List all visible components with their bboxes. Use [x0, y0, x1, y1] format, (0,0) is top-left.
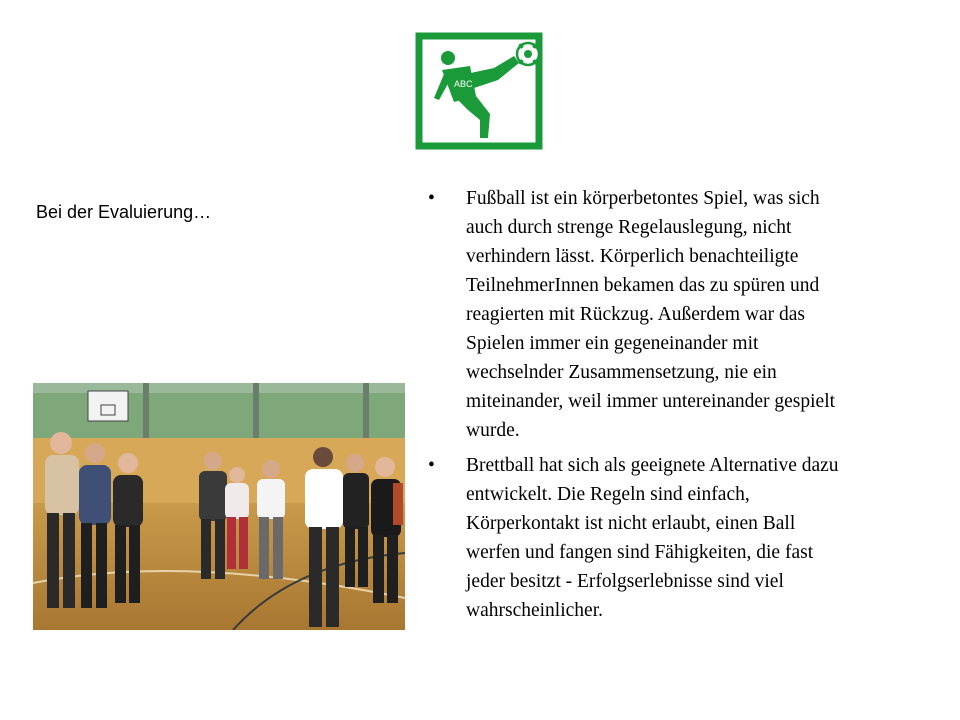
bullet-item-fussball — [424, 184, 844, 445]
bullet-list — [424, 184, 844, 631]
bullet-text: Fußball ist ein körperbetontes Spiel, was sich auch durch strenge Regelauslegung, nicht verhindern lässt. Körperlich benachteiligte TeilnehmerInnen bekamen das zu spüren und reagierten mit Rückzug. Außerdem war das Spielen immer ein gegeneinander mit wechselnder Zusammensetzung, nie ein miteinander, weil immer untereinander gespielt wurde. — [466, 188, 836, 441]
logo-label: ABC — [454, 79, 473, 89]
group-photo — [33, 383, 405, 630]
bullet-marker: • — [428, 455, 435, 476]
bullet-text: Brettball hat sich als geeignete Alternative dazu entwickelt. Die Regeln sind einfach, Körperkontakt ist nicht erlaubt, einen Ball werfen und fangen sind Fähigkeiten, die fast jeder besitzt - Erfolgserlebnisse sind viel wahrscheinlicher. — [466, 455, 839, 621]
left-heading: Bei der Evaluierung… — [36, 202, 212, 222]
football-kick-icon — [414, 30, 546, 150]
abc-football-logo — [414, 30, 546, 150]
bullet-item-brettball — [424, 451, 844, 625]
bullet-marker: • — [428, 188, 435, 209]
group-photo-gym-icon — [33, 383, 405, 630]
